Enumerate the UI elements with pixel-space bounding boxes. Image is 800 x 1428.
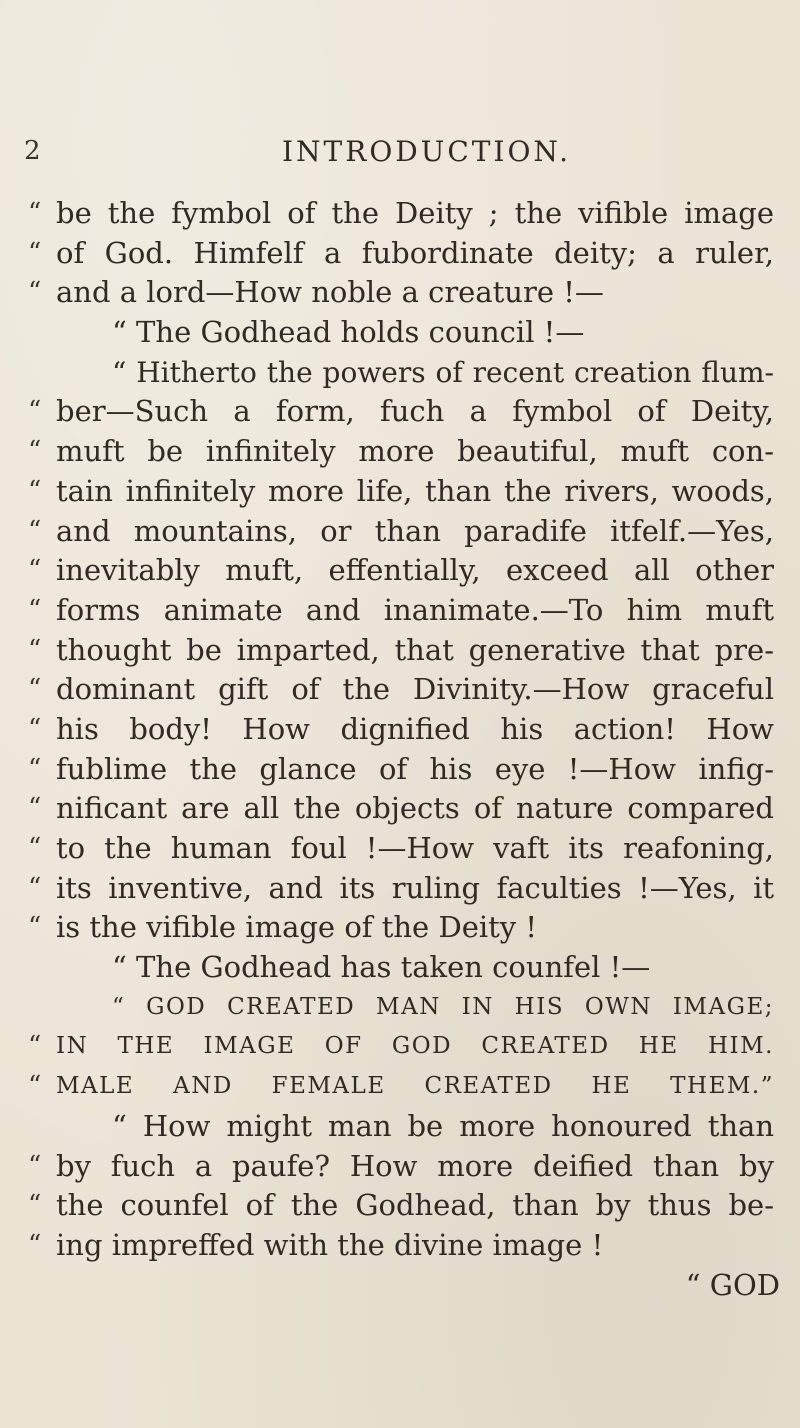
line-quote-mark: “	[28, 872, 42, 903]
running-head: INTRODUCTION.	[282, 135, 572, 168]
line-quote-mark: “	[28, 475, 42, 506]
line-text: nificant are all the objects of nature compared	[56, 791, 774, 826]
line-text: of God. Himfelf a fubordinate deity; a ruler,	[56, 235, 774, 270]
line-text: the counfel of the Godhead, than by thus be-	[56, 1188, 774, 1223]
line-text: by fuch a paufe? How more deified than by	[56, 1148, 774, 1183]
line-text: and a lord—How noble a creature !—	[56, 275, 604, 310]
line-text: be the fymbol of the Deity ; the vifible image	[56, 196, 774, 230]
line-quote-mark: “	[28, 515, 42, 546]
text-line	[0, 869, 800, 909]
line-quote-mark: “	[28, 1031, 42, 1062]
text-line	[0, 313, 800, 353]
text-line	[0, 710, 800, 750]
line-quote-mark: “	[28, 634, 42, 665]
line-quote-mark: “	[28, 833, 42, 863]
text-line	[0, 670, 800, 710]
text-line	[0, 551, 800, 591]
line-quote-mark: “	[28, 753, 42, 784]
catchword: “ GOD	[685, 1267, 780, 1302]
text-line	[0, 273, 800, 313]
line-quote-mark: “	[28, 1150, 42, 1181]
line-text: MALE AND FEMALE CREATED HE THEM.”	[56, 1073, 774, 1100]
text-line	[0, 234, 800, 274]
line-quote-mark: “	[28, 237, 42, 268]
line-quote-mark: “	[28, 396, 42, 427]
line-quote-mark: “	[28, 277, 42, 308]
line-text: its inventive, and its ruling faculties !—Yes, it	[56, 870, 774, 905]
text-line	[0, 353, 800, 393]
catchword-line	[0, 1266, 800, 1306]
line-quote-mark: “	[28, 1071, 42, 1102]
line-text: thought be imparted, that generative that pre-	[56, 632, 774, 667]
line-quote-mark: “	[28, 793, 42, 824]
text-line	[0, 194, 800, 234]
line-text: is the vifible image of the Deity !	[56, 910, 538, 945]
page-number: 2	[24, 136, 41, 166]
line-quote-mark: “	[28, 1190, 42, 1221]
line-text: “ Hitherto the powers of recent creation flum-	[112, 355, 774, 389]
line-text: IN THE IMAGE OF GOD CREATED HE HIM.	[56, 1033, 774, 1060]
line-quote-mark: “	[28, 594, 42, 625]
line-quote-mark: “	[28, 436, 42, 467]
body-text	[0, 194, 800, 1305]
text-line	[0, 1027, 800, 1067]
text-line	[0, 750, 800, 790]
text-line	[0, 392, 800, 432]
text-line	[0, 1147, 800, 1187]
text-line	[0, 1226, 800, 1266]
text-line	[0, 432, 800, 472]
text-line	[0, 512, 800, 552]
line-text: “ The Godhead has taken counfel !—	[112, 950, 651, 985]
line-text: forms animate and inanimate.—To him muft	[56, 592, 774, 627]
line-text: “ The Godhead holds council !—	[112, 315, 585, 350]
line-text: muft be infinitely more beautiful, muft con-	[56, 434, 774, 469]
line-quote-mark: “	[28, 674, 42, 705]
text-line	[0, 988, 800, 1028]
text-line	[0, 1067, 800, 1107]
line-quote-mark: “	[28, 198, 42, 228]
text-line	[0, 789, 800, 829]
line-text: “ How might man be more honoured than	[112, 1108, 774, 1143]
line-text: and mountains, or than paradife itfelf.—Yes,	[56, 513, 774, 548]
text-line	[0, 631, 800, 671]
line-quote-mark: “	[28, 713, 42, 744]
text-line	[0, 1186, 800, 1226]
line-text: ing impreffed with the divine image !	[56, 1227, 604, 1262]
line-quote-mark: “	[28, 912, 42, 943]
line-text: inevitably muft, effentially, exceed all other	[56, 553, 774, 588]
line-text: “ GOD CREATED MAN IN HIS OWN IMAGE;	[112, 993, 774, 1020]
line-quote-mark: “	[28, 555, 42, 586]
text-line	[0, 908, 800, 948]
text-line	[0, 948, 800, 988]
text-line	[0, 1107, 800, 1147]
line-text: to the human foul !—How vaft its reafoning,	[56, 831, 774, 865]
text-line	[0, 591, 800, 631]
text-line	[0, 472, 800, 512]
line-text: ber—Such a form, fuch a fymbol of Deity,	[56, 394, 774, 429]
line-text: dominant gift of the Divinity.—How graceful	[56, 672, 774, 707]
line-quote-mark: “	[28, 1229, 42, 1260]
line-text: fublime the glance of his eye !—How infig-	[56, 751, 774, 786]
line-text: tain infinitely more life, than the rivers, woods,	[56, 473, 774, 508]
line-text: his body! How dignified his action! How	[56, 711, 774, 746]
text-line	[0, 829, 800, 869]
